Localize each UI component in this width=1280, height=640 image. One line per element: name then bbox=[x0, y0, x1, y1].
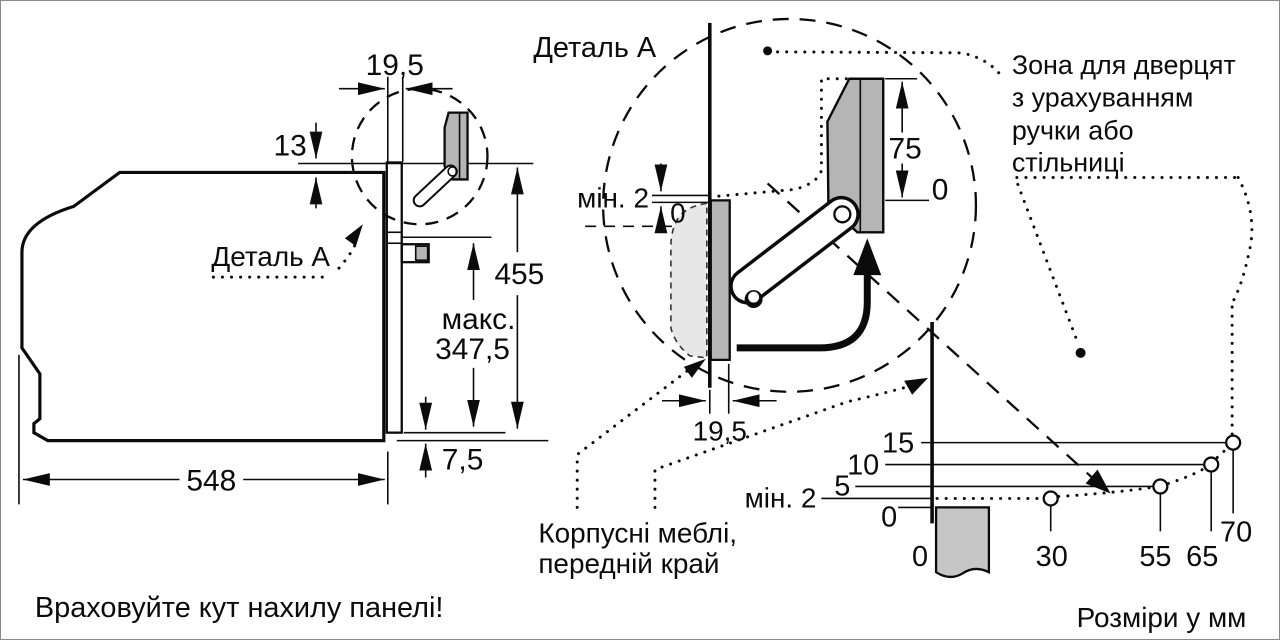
zone-note bbox=[1012, 50, 1252, 437]
diagram-canvas bbox=[1, 1, 1279, 639]
tilt-note: Враховуйте кут нахилу панелі! bbox=[34, 592, 444, 625]
dim-455-label: 455 bbox=[494, 258, 545, 292]
oven-outline bbox=[22, 172, 384, 440]
door-swing-arrowhead-icon bbox=[853, 238, 881, 275]
chart-ytick-10: 10 bbox=[847, 449, 880, 482]
chart-marker-30 bbox=[1044, 491, 1058, 505]
zone-note-line3: ручки або bbox=[1011, 115, 1134, 146]
zone-boundary-corner-dotted bbox=[1232, 177, 1252, 303]
zone-note-line2: з урахуванням bbox=[1011, 82, 1194, 113]
chart-cabinet-block bbox=[936, 507, 989, 577]
chart-curve-dotted-c bbox=[1168, 469, 1204, 484]
zone-leader-dotted bbox=[778, 52, 1002, 77]
detail-a-callout-arrowhead-icon bbox=[345, 224, 363, 246]
chart-marker-65 bbox=[1204, 458, 1218, 472]
dim-195d-label: 19,5 bbox=[692, 415, 747, 447]
gap-chart bbox=[745, 322, 1253, 633]
zone-leader-bullet-icon bbox=[763, 46, 772, 55]
dim-75-label: 75 bbox=[888, 132, 922, 166]
chart-marker-55 bbox=[1153, 480, 1167, 494]
detail-a-callout-label: Деталь A bbox=[211, 241, 331, 273]
side-view-drawing bbox=[19, 49, 548, 624]
chart-ytick-min2: мін. 2 bbox=[744, 482, 817, 514]
hinge-arm-small-inner bbox=[420, 171, 451, 200]
min2-label: мін. 2 bbox=[577, 182, 649, 214]
door-bracket-pad bbox=[416, 246, 428, 260]
cabinet-leader-1-arrowhead-icon bbox=[684, 359, 706, 378]
zone-area-leader-dotted bbox=[1018, 184, 1079, 344]
zone-note-line1: Зона для дверцят bbox=[1011, 49, 1236, 80]
chart-ytick-5: 5 bbox=[834, 470, 851, 503]
cabinet-leader-1-dotted bbox=[577, 363, 698, 508]
chart-xtick-30: 30 bbox=[1035, 541, 1068, 574]
cabinet-note-line2: передній край bbox=[538, 548, 720, 580]
swing-zone-diagonal-arrowhead-icon bbox=[1086, 470, 1111, 494]
chart-xtick-0: 0 bbox=[912, 541, 929, 574]
chart-xtick-55: 55 bbox=[1139, 541, 1172, 574]
oven-front-frame bbox=[387, 162, 402, 432]
hinge-arm-inner bbox=[748, 214, 842, 286]
dim-max-word-label: макс. bbox=[441, 302, 516, 336]
door-closed-panel bbox=[711, 200, 730, 360]
dim-max-value-label: 347,5 bbox=[435, 332, 510, 366]
dim-zero-door-label: 0 bbox=[931, 173, 949, 207]
chart-xtick-65: 65 bbox=[1186, 541, 1219, 574]
detail-a-circle-large bbox=[603, 19, 976, 392]
chart-ytick-0: 0 bbox=[881, 501, 898, 534]
zone-note-line4: стільниці bbox=[1011, 147, 1125, 178]
units-label: Розміри у мм bbox=[1076, 602, 1247, 634]
detail-a-title: Деталь A bbox=[533, 31, 657, 64]
cabinet-leader-2-arrowhead-icon bbox=[904, 378, 928, 395]
chart-ytick-15: 15 bbox=[882, 427, 915, 460]
dim-548-label: 548 bbox=[186, 464, 237, 498]
dim-75mm-label: 7,5 bbox=[441, 443, 484, 477]
hinge-arm-bump-inner bbox=[748, 292, 759, 303]
chart-marker-70 bbox=[1226, 436, 1240, 450]
dim-195-label: 19,5 bbox=[365, 48, 424, 82]
zone-area-bullet-icon bbox=[1076, 348, 1086, 358]
zero-ref-label: 0 bbox=[670, 197, 686, 229]
chart-xtick-70: 70 bbox=[1220, 516, 1253, 549]
cabinet-note-line1: Корпусні меблі, bbox=[538, 517, 738, 549]
dim-13-label: 13 bbox=[273, 129, 307, 163]
